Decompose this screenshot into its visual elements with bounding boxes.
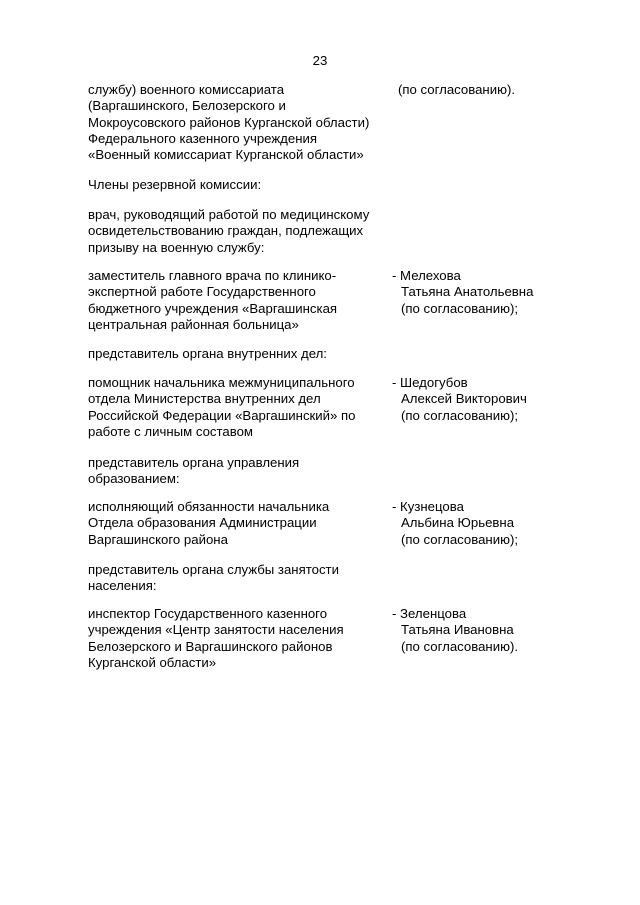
person-surname: - Мелехова [392,268,461,283]
member-name [392,499,572,548]
intro-note [398,82,578,98]
intro-line: Федерального казенного учреждения [88,130,317,146]
person-surname: - Зеленцова [392,606,467,621]
position-line: экспертной работе Государственного [88,284,316,300]
heading-line: врач, руководящий работой по медицинскому [88,207,370,222]
heading-line: представитель органа внутренних дел: [88,346,327,361]
members-heading [88,177,388,193]
member-position [88,268,388,333]
member-position [88,606,388,671]
position-line: Белозерского и Варгашинского районов [88,638,333,654]
position-line: бюджетного учреждения «Варгашинская [88,300,338,316]
intro-line: службу) военного комиссариата [88,82,285,97]
intro-line: (Варгашинского, Белозерского и [88,98,286,114]
member-position [88,375,388,440]
person-name: Татьяна Анатольевна [401,284,534,300]
section-heading [88,207,388,256]
member-name [392,375,572,424]
heading-line: представитель органа управления [88,455,300,470]
person-name: Татьяна Ивановна [401,622,514,638]
person-surname: - Кузнецова [392,499,464,514]
position-line: учреждения «Центр занятости населения [88,622,344,638]
intro-line: «Военный комиссариат Курганской области» [88,147,364,163]
section-heading [88,562,388,595]
section-heading [88,346,388,362]
person-name: Алексей Викторович [401,391,527,407]
position-line: заместитель главного врача по клинико- [88,268,337,283]
position-line: Отдела образования Администрации [88,515,317,531]
members-heading-text: Члены резервной комиссии: [88,177,262,192]
person-note: (по согласованию); [401,407,519,423]
position-line: работе с личным составом [88,423,253,439]
position-line: Варгашинского района [88,531,228,547]
section-heading [88,455,388,488]
page-number: 23 [312,53,328,68]
position-line: инспектор Государственного казенного [88,606,328,621]
person-note: (по согласованию); [401,531,519,547]
position-line: Российской Федерации «Варгашинский» по [88,407,356,423]
member-name [392,268,572,317]
person-note: (по согласованию); [401,300,519,316]
heading-line: представитель органа службы занятости [88,562,339,577]
member-name [392,606,572,655]
intro-line: Мокроусовского районов Курганской области) [88,114,370,130]
heading-line: населения: [88,578,157,594]
intro-note-line: (по согласованию). [398,82,516,97]
position-line: Курганской области» [88,654,217,670]
intro-position [88,82,388,163]
heading-line: образованием: [88,471,180,487]
position-line: помощник начальника межмуниципального [88,375,355,390]
position-line: центральная районная больница» [88,316,299,332]
person-surname: - Шедогубов [392,375,468,390]
position-line: исполняющий обязанности начальника [88,499,330,514]
position-line: отдела Министерства внутренних дел [88,391,321,407]
heading-line: призыву на военную службу: [88,239,265,255]
person-name: Альбина Юрьевна [401,515,515,531]
member-position [88,499,388,548]
person-note: (по согласованию). [401,638,519,654]
heading-line: освидетельствованию граждан, подлежащих [88,223,364,239]
